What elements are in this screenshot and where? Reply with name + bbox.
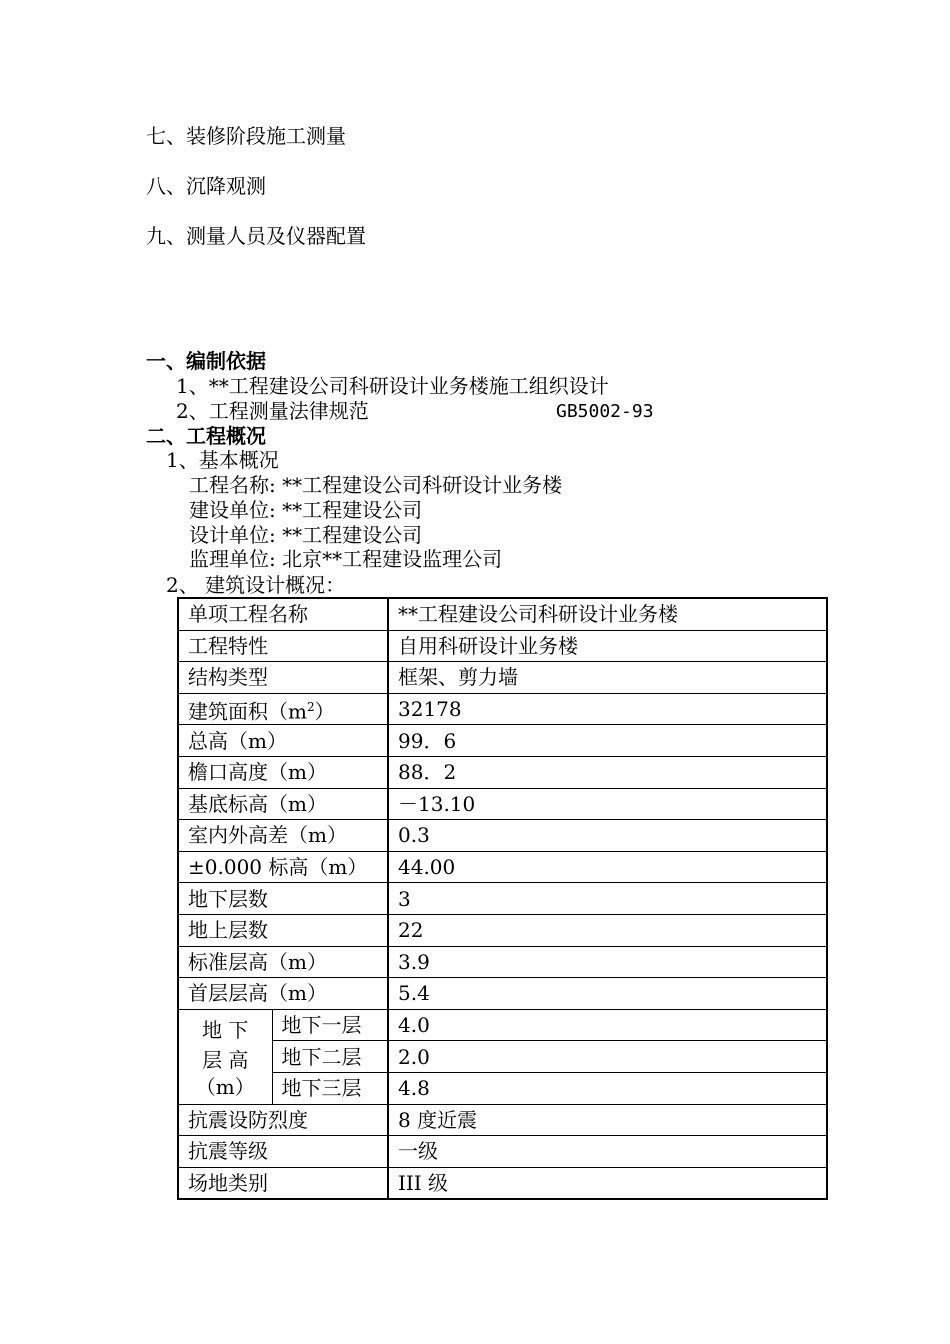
row-label: ±0.000 标高（m） — [178, 851, 388, 883]
row-label: 单项工程名称 — [178, 598, 388, 630]
row-value: 框架、剪力墙 — [388, 662, 827, 694]
row-label: 檐口高度（m） — [178, 756, 388, 788]
basement-level-label: 地下三层 — [272, 1072, 388, 1104]
row-value: 5.4 — [388, 978, 827, 1010]
designer-unit: 设计单位: **工程建设公司 — [189, 523, 423, 547]
table-row — [178, 693, 827, 725]
builder-unit: 建设单位: **工程建设公司 — [189, 498, 423, 522]
section-title-basis: 一、编制依据 — [146, 349, 266, 373]
basis-item-2-code: GB5002-93 — [556, 401, 654, 422]
subsection-basic: 1、基本概况 — [166, 448, 279, 472]
section-title-overview: 二、工程概况 — [146, 424, 266, 448]
table-row — [178, 1104, 827, 1136]
table-row — [178, 788, 827, 820]
project-name: 工程名称: **工程建设公司科研设计业务楼 — [189, 473, 563, 497]
basement-height-label — [178, 1009, 272, 1104]
row-label: 抗震等级 — [178, 1136, 388, 1168]
row-label: 工程特性 — [178, 630, 388, 662]
row-label: 首层层高（m） — [178, 978, 388, 1010]
row-value: 自用科研设计业务楼 — [388, 630, 827, 662]
area-superscript: 2 — [306, 699, 315, 714]
subsection-design: 2、 建筑设计概况： — [166, 573, 346, 597]
row-label: 地上层数 — [178, 914, 388, 946]
supervisor-unit: 监理单位: 北京**工程建设监理公司 — [189, 547, 503, 571]
row-label: 基底标高（m） — [178, 788, 388, 820]
toc-item-8: 八、沉降观测 — [146, 174, 266, 198]
basement-label-line: （m） — [195, 1074, 255, 1099]
row-value: 4.8 — [388, 1072, 827, 1104]
row-value: 3.9 — [388, 946, 827, 978]
row-label: 地下层数 — [178, 883, 388, 915]
row-value: 4.0 — [388, 1009, 827, 1041]
table-row — [178, 598, 827, 630]
row-label-area — [178, 693, 388, 725]
row-value: III 级 — [388, 1167, 827, 1199]
row-value: 3 — [388, 883, 827, 915]
table-row — [178, 851, 827, 883]
basement-label-line: 层 高 — [202, 1047, 249, 1072]
row-value: 44.00 — [388, 851, 827, 883]
basement-level-label: 地下二层 — [272, 1041, 388, 1073]
row-value: 22 — [388, 914, 827, 946]
row-value: 32178 — [388, 693, 827, 725]
area-label: 建筑面积（m — [188, 699, 307, 724]
building-design-table — [177, 597, 828, 1200]
table-row — [178, 1041, 827, 1073]
basement-label-line: 地 下 — [202, 1017, 249, 1042]
toc-item-9: 九、测量人员及仪器配置 — [146, 224, 366, 248]
basement-level-label: 地下一层 — [272, 1009, 388, 1041]
row-value: 99．6 — [388, 725, 827, 757]
table-row — [178, 978, 827, 1010]
row-label: 室内外高差（m） — [178, 820, 388, 852]
table-row — [178, 1167, 827, 1199]
table-row — [178, 756, 827, 788]
row-label: 标准层高（m） — [178, 946, 388, 978]
table-row — [178, 662, 827, 694]
table-row — [178, 630, 827, 662]
row-value: 88．2 — [388, 756, 827, 788]
row-value: **工程建设公司科研设计业务楼 — [388, 598, 827, 630]
toc-item-7: 七、装修阶段施工测量 — [146, 124, 346, 148]
basis-item-1: 1、**工程建设公司科研设计业务楼施工组织设计 — [176, 374, 609, 398]
row-value: 0.3 — [388, 820, 827, 852]
row-value: 8 度近震 — [388, 1104, 827, 1136]
table-row — [178, 1009, 827, 1041]
row-label: 结构类型 — [178, 662, 388, 694]
row-value: 2.0 — [388, 1041, 827, 1073]
row-label: 总高（m） — [178, 725, 388, 757]
table-row — [178, 914, 827, 946]
table-row — [178, 946, 827, 978]
basis-item-2-label: 2、工程测量法律规范 — [176, 399, 369, 423]
table-row — [178, 1072, 827, 1104]
row-value: －13.10 — [388, 788, 827, 820]
table-row — [178, 883, 827, 915]
table-row — [178, 725, 827, 757]
area-close: ） — [314, 699, 335, 724]
row-label: 抗震设防烈度 — [178, 1104, 388, 1136]
row-label: 场地类别 — [178, 1167, 388, 1199]
table-row — [178, 1136, 827, 1168]
row-value: 一级 — [388, 1136, 827, 1168]
table-row — [178, 820, 827, 852]
